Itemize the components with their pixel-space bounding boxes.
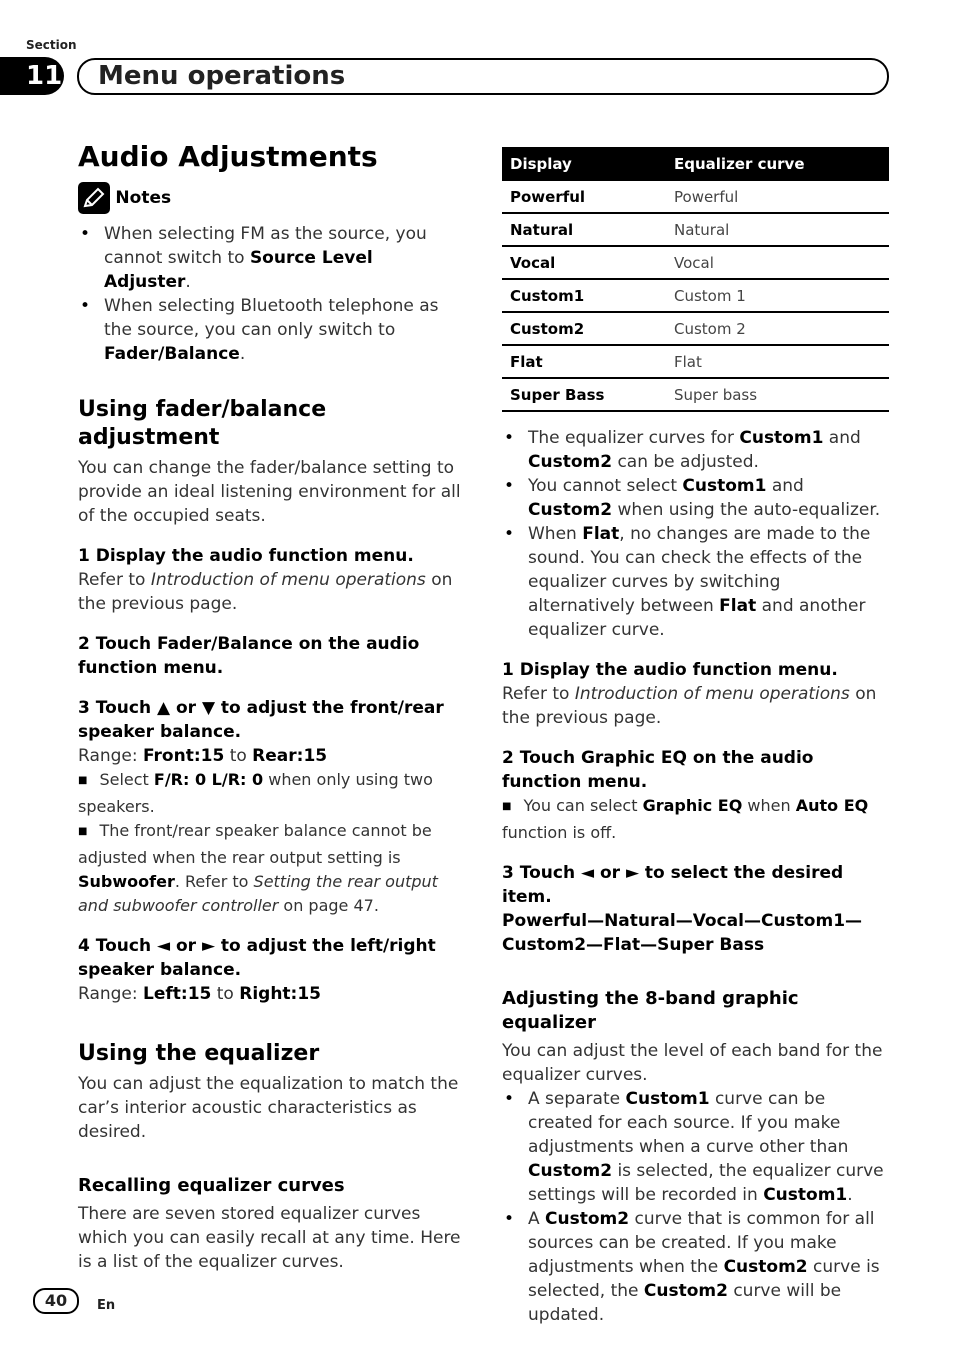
page-title: Audio Adjustments (78, 140, 378, 173)
table-row: Flat Flat (502, 345, 889, 378)
section-number: 11 (0, 57, 64, 95)
table-header-display: Display (502, 147, 666, 181)
fader-step-3-range: Range: Front:15 to Rear:15 (78, 746, 328, 766)
list-item: • A separate Custom1 curve can be created for each source. If you make adjustments when a curve other than Custom2 is selected, the equalizer curve settings will be recorded in Custom1. (502, 1087, 889, 1207)
equalizer-heading: Using the equalizer (78, 1041, 320, 1066)
note-item: • When selecting Bluetooth telephone as the source, you can only switch to Fader/Balance. (78, 294, 463, 366)
equalizer-table (502, 147, 889, 412)
right-column (502, 147, 889, 1327)
band-notes-list (502, 1087, 889, 1327)
table-row: Powerful Powerful (502, 181, 889, 213)
fader-intro: You can change the fader/balance setting to provide an ideal listening environment for all of the occupied seats. (78, 458, 461, 526)
note-item: • When selecting FM as the source, you cannot switch to Source Level Adjuster. (78, 222, 463, 294)
fader-tip-1: ■ Select F/R: 0 L/R: 0 when only using two speakers. (78, 768, 463, 819)
table-header-row (502, 147, 889, 181)
recall-text: There are seven stored equalizer curves which you can easily recall at any time. Here is a list of the equalizer curves. (78, 1204, 461, 1272)
fader-step-4: 4 Touch ◄ or ► to adjust the left/right speaker balance. (78, 936, 436, 980)
table-row: Vocal Vocal (502, 246, 889, 279)
band-intro: You can adjust the level of each band for the equalizer curves. (502, 1041, 883, 1085)
list-item: • You cannot select Custom1 and Custom2 when using the auto-equalizer. (502, 474, 889, 522)
band-heading: Adjusting the 8-band graphic equalizer (502, 988, 799, 1033)
list-item: • The equalizer curves for Custom1 and Custom2 can be adjusted. (502, 426, 889, 474)
eq-tip: ■ You can select Graphic EQ when Auto EQ function is off. (502, 794, 889, 845)
fader-step-2: 2 Touch Fader/Balance on the audio function menu. (78, 634, 420, 678)
fader-tip-2: ■ The front/rear speaker balance cannot be adjusted when the rear output setting is Subwoofer. Refer to Setting the rear output and subwoofer controller on page 47. (78, 819, 463, 918)
section-title: Menu operations (98, 61, 346, 91)
eq-sequence: Powerful—Natural—Vocal—Custom1—Custom2—Flat—Super Bass (502, 911, 863, 955)
section-label: Section (26, 38, 77, 52)
list-item: • When Flat, no changes are made to the sound. You can check the effects of the equalizer curves by switching alternatively between Flat and another equalizer curve. (502, 522, 889, 642)
table-row: Super Bass Super bass (502, 378, 889, 411)
table-header-curve: Equalizer curve (666, 147, 889, 181)
left-column (78, 140, 463, 1274)
fader-step-1-ref: Refer to Introduction of menu operations on the previous page. (78, 570, 453, 614)
table-row: Custom2 Custom 2 (502, 312, 889, 345)
table-row: Custom1 Custom 1 (502, 279, 889, 312)
page-number: 40 (33, 1288, 79, 1314)
fader-step-4-range: Range: Left:15 to Right:15 (78, 984, 322, 1004)
table-row: Natural Natural (502, 213, 889, 246)
equalizer-notes-list (502, 426, 889, 642)
notes-list (78, 222, 463, 366)
list-item: • A Custom2 curve that is common for all sources can be created. If you make adjustments when the Custom2 curve is selected, the Custom2 curve will be updated. (502, 1207, 889, 1327)
recall-heading: Recalling equalizer curves (78, 1175, 345, 1196)
equalizer-intro: You can adjust the equalization to match the car’s interior acoustic characteristics as desired. (78, 1074, 459, 1142)
eq-step-1-ref: Refer to Introduction of menu operations on the previous page. (502, 684, 877, 728)
fader-step-1: 1 Display the audio function menu. (78, 546, 414, 566)
language-label: En (97, 1298, 116, 1313)
notes-label: Notes (115, 188, 172, 208)
fader-heading: Using fader/balance adjustment (78, 397, 327, 450)
eq-step-2: 2 Touch Graphic EQ on the audio function menu. (502, 748, 814, 792)
eq-step-1: 1 Display the audio function menu. (502, 660, 838, 680)
eq-step-3: 3 Touch ◄ or ► to select the desired item. (502, 863, 844, 907)
fader-step-3: 3 Touch ▲ or ▼ to adjust the front/rear speaker balance. (78, 698, 444, 742)
notes-header (78, 182, 463, 216)
notes-pencil-icon (78, 182, 110, 214)
